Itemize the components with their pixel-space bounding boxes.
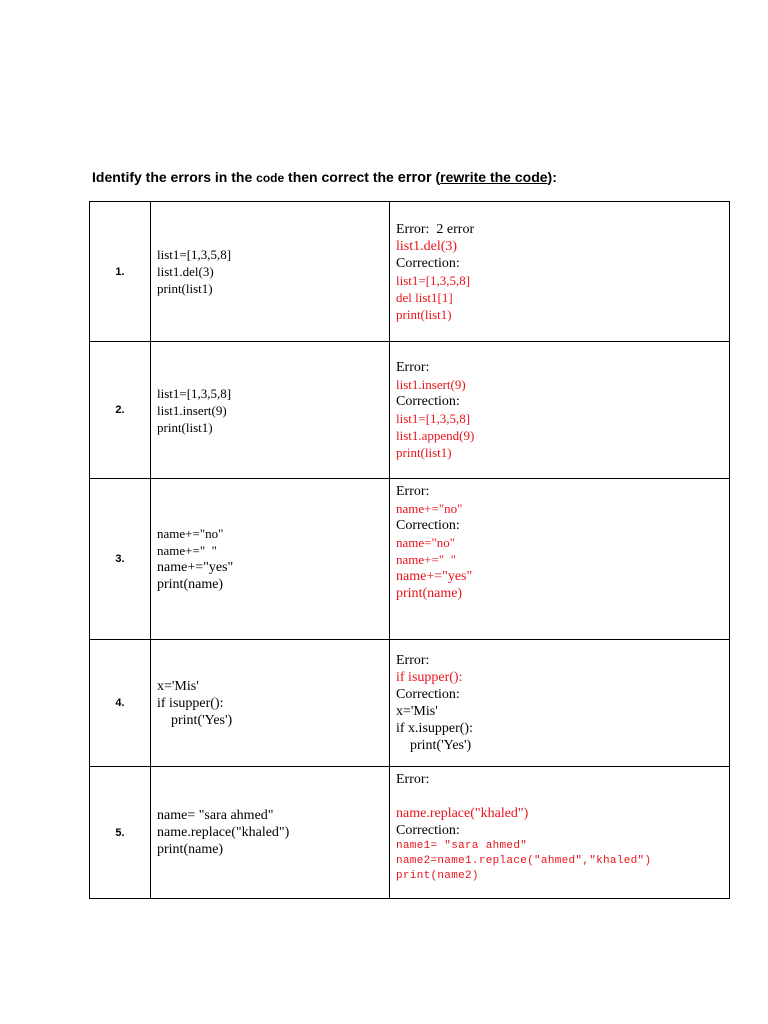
correction-line: print(list1) xyxy=(396,445,452,460)
correction-line: list1=[1,3,5,8] xyxy=(396,411,471,426)
row-number: 4. xyxy=(90,640,151,767)
row-number: 5. xyxy=(90,767,151,899)
code-line: list1=[1,3,5,8] xyxy=(157,247,232,262)
code-cell xyxy=(151,640,390,767)
correction-line: name+="yes" xyxy=(396,569,473,584)
page-heading xyxy=(92,169,557,186)
table-row xyxy=(90,767,730,899)
code-line: print(name) xyxy=(157,842,224,857)
heading-rewrite-text: rewrite the code xyxy=(440,169,548,185)
error-line: name+="no" xyxy=(396,501,463,516)
table-row xyxy=(90,202,730,342)
table-row xyxy=(90,640,730,767)
code-line: name+="no" xyxy=(157,526,224,541)
code-line: name= "sara ahmed" xyxy=(157,808,274,823)
row-number: 1. xyxy=(90,202,151,342)
heading-text-2: code xyxy=(256,171,285,185)
heading-text-1: Identify the errors in the xyxy=(92,169,257,185)
correction-line: list1=[1,3,5,8] xyxy=(396,272,471,288)
correction-line: name1= "sara ahmed" xyxy=(396,840,528,852)
heading-text-5: ( xyxy=(431,169,441,185)
answer-cell xyxy=(390,640,730,767)
code-line: print(list1) xyxy=(157,281,213,296)
correction-line: name+=" " xyxy=(396,552,456,567)
code-line: print('Yes') xyxy=(157,712,233,728)
code-line: name.replace("khaled") xyxy=(157,825,290,840)
correction-label: Correction: xyxy=(396,518,460,533)
code-line: list1.del(3) xyxy=(157,264,214,279)
exercise-table xyxy=(89,201,730,899)
correction-label: Correction: xyxy=(396,394,460,409)
error-line: if isupper(): xyxy=(396,670,463,685)
heading-text-7: ): xyxy=(547,169,557,185)
table-row xyxy=(90,479,730,640)
error-label: Error: xyxy=(396,360,430,375)
correction-line: x='Mis' xyxy=(396,704,438,719)
error-label: Error: xyxy=(396,653,430,668)
error-label: Error: 2 error xyxy=(396,221,475,237)
code-line: if isupper(): xyxy=(157,695,224,711)
answer-cell xyxy=(390,479,730,640)
code-line: x='Mis' xyxy=(157,678,199,694)
heading-text-3: then correct the xyxy=(284,169,398,185)
code-line: print(name) xyxy=(157,577,224,592)
code-cell xyxy=(151,342,390,479)
correction-line: print('Yes') xyxy=(396,738,472,753)
code-line: print(list1) xyxy=(157,419,213,435)
heading-text-4: error xyxy=(397,170,432,186)
correction-label: Correction: xyxy=(396,687,460,702)
correction-line: name2=name1.replace("ahmed","khaled") xyxy=(396,855,652,867)
code-line: name+="yes" xyxy=(157,560,234,575)
code-line: list1=[1,3,5,8] xyxy=(157,385,232,401)
code-cell xyxy=(151,479,390,640)
correction-line: print(list1) xyxy=(396,306,452,322)
error-line: list1.insert(9) xyxy=(396,377,466,392)
correction-label: Correction: xyxy=(396,823,460,838)
answer-cell xyxy=(390,202,730,342)
row-number: 2. xyxy=(90,342,151,479)
correction-line: print(name) xyxy=(396,586,463,601)
code-line: list1.insert(9) xyxy=(157,402,227,418)
code-cell xyxy=(151,767,390,899)
answer-cell xyxy=(390,767,730,899)
correction-line: del list1[1] xyxy=(396,289,453,305)
blank-line xyxy=(396,788,729,805)
correction-line: print(name2) xyxy=(396,870,479,882)
error-line: list1.del(3) xyxy=(396,238,458,254)
correction-line: name="no" xyxy=(396,535,456,550)
code-line: name+=" " xyxy=(157,543,217,558)
correction-line: list1.append(9) xyxy=(396,428,475,443)
row-number: 3. xyxy=(90,479,151,640)
code-cell xyxy=(151,202,390,342)
correction-label: Correction: xyxy=(396,255,460,271)
answer-cell xyxy=(390,342,730,479)
error-line: name.replace("khaled") xyxy=(396,806,529,821)
correction-line: if x.isupper(): xyxy=(396,721,473,736)
table-row xyxy=(90,342,730,479)
error-label: Error: xyxy=(396,772,430,787)
error-label: Error: xyxy=(396,484,430,499)
